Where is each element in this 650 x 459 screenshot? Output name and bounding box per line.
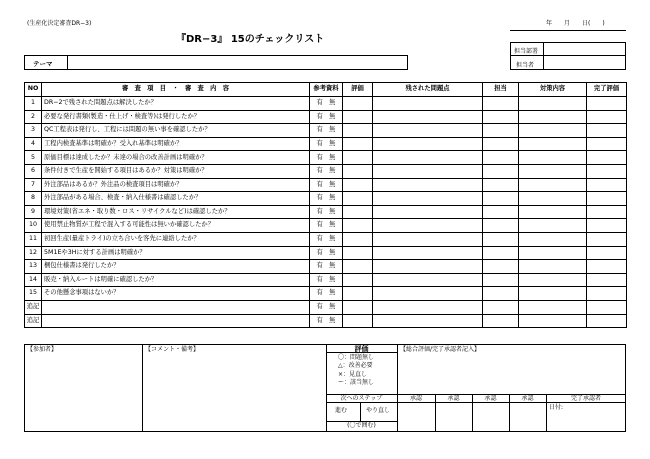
row-done[interactable] (587, 137, 627, 151)
divider (142, 344, 143, 432)
row-item: 使用禁止物質が工程で混入する可能性は無いか確認したか？ (42, 219, 310, 233)
row-eval[interactable] (343, 110, 373, 124)
row-no: 3 (25, 124, 42, 138)
row-issues[interactable] (373, 110, 483, 124)
row-owner[interactable] (483, 246, 519, 260)
row-owner[interactable] (483, 164, 519, 178)
bottom-section (24, 344, 626, 432)
legend-item: ×：見直し (338, 370, 368, 378)
row-no: 9 (25, 205, 42, 219)
row-no: 1 (25, 97, 42, 111)
row-ref[interactable]: 有 無 (310, 300, 343, 314)
row-eval[interactable] (343, 300, 373, 314)
row-no: 12 (25, 246, 42, 260)
form-code: (生産化決定審査DR−3) (27, 20, 92, 27)
approval-label: 承認 (409, 395, 422, 402)
page-title: 『DR−3』 15のチェックリスト (176, 34, 325, 45)
col-eval: 評価 (343, 83, 373, 97)
row-item: 初回生産(量産トライ)の立ち合いを客先に連絡したか？ (42, 232, 310, 246)
divider (326, 352, 397, 353)
row-action[interactable] (519, 124, 587, 138)
table-row (25, 260, 627, 274)
row-ref[interactable]: 有 無 (310, 137, 343, 151)
row-eval[interactable] (343, 192, 373, 206)
row-item: 外注部品はあるか？外注品の検査項目は明確か？ (42, 178, 310, 192)
row-eval[interactable] (343, 273, 373, 287)
row-ref[interactable]: 有 無 (310, 314, 343, 328)
row-done[interactable] (587, 178, 627, 192)
divider (360, 402, 361, 421)
row-item (42, 314, 310, 328)
row-owner[interactable] (483, 124, 519, 138)
row-owner[interactable] (483, 97, 519, 111)
row-action[interactable] (519, 260, 587, 274)
row-issues[interactable] (373, 124, 483, 138)
row-eval[interactable] (343, 219, 373, 233)
row-issues[interactable] (373, 151, 483, 165)
proceed-option[interactable]: 進む (335, 407, 348, 414)
row-ref[interactable]: 有 無 (310, 232, 343, 246)
table-row (25, 287, 627, 301)
row-item: DR−2で残された問題点は解決したか？ (42, 97, 310, 111)
row-action[interactable] (519, 287, 587, 301)
row-done[interactable] (587, 151, 627, 165)
row-issues[interactable] (373, 314, 483, 328)
row-item: 販売・納入ルートは明確に確認したか？ (42, 273, 310, 287)
approval-label: 承認 (521, 395, 534, 402)
redo-option[interactable]: やり直し (366, 407, 391, 414)
row-no: 7 (25, 178, 42, 192)
row-issues[interactable] (373, 178, 483, 192)
date-underline (510, 30, 626, 31)
col-done: 完了評価 (587, 83, 627, 97)
row-action[interactable] (519, 300, 587, 314)
dept-field[interactable] (543, 42, 626, 56)
row-done[interactable] (587, 287, 627, 301)
row-no: 15 (25, 287, 42, 301)
row-owner[interactable] (483, 273, 519, 287)
row-done[interactable] (587, 232, 627, 246)
row-action[interactable] (519, 178, 587, 192)
row-done[interactable] (587, 246, 627, 260)
row-action[interactable] (519, 151, 587, 165)
row-ref[interactable]: 有 無 (310, 246, 343, 260)
row-done[interactable] (587, 110, 627, 124)
row-no: 2 (25, 110, 42, 124)
row-owner[interactable] (483, 137, 519, 151)
participants-label: 【参加者】 (27, 346, 58, 353)
row-ref[interactable]: 有 無 (310, 124, 343, 138)
row-action[interactable] (519, 273, 587, 287)
row-issues[interactable] (373, 192, 483, 206)
row-issues[interactable] (373, 273, 483, 287)
row-ref[interactable]: 有 無 (310, 97, 343, 111)
comment-label: 【コメント・備考】 (145, 346, 200, 353)
row-action[interactable] (519, 110, 587, 124)
row-eval[interactable] (343, 287, 373, 301)
table-row (25, 151, 627, 165)
row-no: 8 (25, 192, 42, 206)
row-issues[interactable] (373, 205, 483, 219)
row-done[interactable] (587, 97, 627, 111)
row-eval[interactable] (343, 205, 373, 219)
row-eval[interactable] (343, 164, 373, 178)
row-no: 5 (25, 151, 42, 165)
dept-label: 担当部署 (510, 42, 544, 56)
person-label: 担当者 (510, 55, 544, 70)
legend-item: 〇：問題無し (338, 354, 375, 361)
date-field-label: 日付: (549, 404, 564, 411)
col-issues: 残された問題点 (373, 83, 483, 97)
row-eval[interactable] (343, 246, 373, 260)
legend-item: ー：該当無し (338, 378, 375, 386)
row-item: 外注部品がある場合、検査・納入仕様書は確認したか？ (42, 192, 310, 206)
eval-legend (338, 354, 374, 387)
circle-note: (〇で囲む) (347, 422, 376, 429)
row-owner[interactable] (483, 219, 519, 233)
row-done[interactable] (587, 219, 627, 233)
date-label: 年 月 日( ) (546, 20, 605, 27)
row-done[interactable] (587, 273, 627, 287)
row-action[interactable] (519, 219, 587, 233)
row-ref[interactable]: 有 無 (310, 205, 343, 219)
row-action[interactable] (519, 164, 587, 178)
table-row (25, 219, 627, 233)
row-eval[interactable] (343, 137, 373, 151)
row-no: 11 (25, 232, 42, 246)
row-no: 14 (25, 273, 42, 287)
row-eval[interactable] (343, 97, 373, 111)
row-no: 4 (25, 137, 42, 151)
row-ref[interactable]: 有 無 (310, 164, 343, 178)
table-row (25, 164, 627, 178)
row-owner[interactable] (483, 205, 519, 219)
row-ref[interactable]: 有 無 (310, 273, 343, 287)
row-owner[interactable] (483, 260, 519, 274)
row-issues[interactable] (373, 164, 483, 178)
row-action[interactable] (519, 137, 587, 151)
row-item: 条件付きで生産を開始する項目はあるか？対策は明確か？ (42, 164, 310, 178)
row-eval[interactable] (343, 314, 373, 328)
row-eval[interactable] (343, 151, 373, 165)
divider (326, 402, 626, 403)
row-item: 必要な発行書類(製造・仕上げ・検査等)は発行したか？ (42, 110, 310, 124)
row-ref[interactable]: 有 無 (310, 192, 343, 206)
row-owner[interactable] (483, 287, 519, 301)
row-done[interactable] (587, 124, 627, 138)
row-done[interactable] (587, 205, 627, 219)
row-issues[interactable] (373, 97, 483, 111)
row-item: その他懸念事項はないか？ (42, 287, 310, 301)
row-done[interactable] (587, 314, 627, 328)
approval-label: 承認 (484, 395, 497, 402)
row-issues[interactable] (373, 219, 483, 233)
table-row (25, 273, 627, 287)
row-issues[interactable] (373, 287, 483, 301)
row-ref[interactable]: 有 無 (310, 219, 343, 233)
row-action[interactable] (519, 232, 587, 246)
table-row (25, 314, 627, 328)
row-eval[interactable] (343, 232, 373, 246)
row-owner[interactable] (483, 192, 519, 206)
row-item: 原価目標は達成したか？未達の場合の改善計画は明確か？ (42, 151, 310, 165)
col-ref: 参考資料 (310, 83, 343, 97)
col-no: NO (25, 83, 42, 97)
divider (326, 344, 327, 432)
row-item: 工程内検査基準は明確か？受入れ基準は明確か？ (42, 137, 310, 151)
row-owner[interactable] (483, 178, 519, 192)
table-row (25, 178, 627, 192)
row-issues[interactable] (373, 246, 483, 260)
checklist-table (24, 82, 627, 328)
row-ref[interactable]: 有 無 (310, 110, 343, 124)
row-owner[interactable] (483, 151, 519, 165)
col-owner: 担当 (483, 83, 519, 97)
row-issues[interactable] (373, 137, 483, 151)
table-row (25, 124, 627, 138)
table-row (25, 300, 627, 314)
person-field[interactable] (543, 55, 626, 70)
row-eval[interactable] (343, 260, 373, 274)
theme-input[interactable] (70, 57, 405, 68)
table-row (25, 110, 627, 124)
row-action[interactable] (519, 246, 587, 260)
row-issues[interactable] (373, 260, 483, 274)
row-owner[interactable] (483, 314, 519, 328)
row-no: 追記 (25, 314, 42, 328)
row-no: 追記 (25, 300, 42, 314)
table-row (25, 97, 627, 111)
table-row (25, 205, 627, 219)
row-issues[interactable] (373, 300, 483, 314)
row-owner[interactable] (483, 110, 519, 124)
divider (397, 344, 398, 394)
row-action[interactable] (519, 192, 587, 206)
row-eval[interactable] (343, 124, 373, 138)
row-no: 6 (25, 164, 42, 178)
row-action[interactable] (519, 205, 587, 219)
row-done[interactable] (587, 192, 627, 206)
legend-item: △：改善必要 (338, 362, 373, 370)
row-done[interactable] (587, 300, 627, 314)
table-header-row (25, 83, 627, 97)
table-row (25, 232, 627, 246)
table-row (25, 246, 627, 260)
theme-label: テーマ (24, 55, 68, 70)
row-item (42, 300, 310, 314)
row-item: QC工程表は発行し、工程には問題の無い事を確認したか？ (42, 124, 310, 138)
row-eval[interactable] (343, 178, 373, 192)
row-ref[interactable]: 有 無 (310, 260, 343, 274)
eval-title: 評価 (354, 345, 369, 353)
row-ref[interactable]: 有 無 (310, 178, 343, 192)
col-action: 対策内容 (519, 83, 587, 97)
overall-label: 【総合評価/完了承認者記入】 (400, 346, 481, 353)
row-item: 5M1Eや3Hに対する計画は明確か？ (42, 246, 310, 260)
approval-label: 承認 (447, 395, 460, 402)
row-done[interactable] (587, 260, 627, 274)
row-no: 10 (25, 219, 42, 233)
row-owner[interactable] (483, 300, 519, 314)
row-item: 環境対策(省エネ・取り数・ロス・リサイクルなど)は確認したか？ (42, 205, 310, 219)
row-ref[interactable]: 有 無 (310, 151, 343, 165)
completion-approver-label: 完了承認者 (570, 395, 601, 402)
row-owner[interactable] (483, 232, 519, 246)
row-ref[interactable]: 有 無 (310, 287, 343, 301)
next-step-label: 次へのステップ (340, 395, 383, 402)
table-row (25, 192, 627, 206)
row-action[interactable] (519, 314, 587, 328)
row-action[interactable] (519, 97, 587, 111)
col-item: 審 査 項 目 ・ 審 査 内 容 (42, 83, 310, 97)
row-item: 梱包仕様書は発行したか？ (42, 260, 310, 274)
row-done[interactable] (587, 164, 627, 178)
row-issues[interactable] (373, 232, 483, 246)
table-row (25, 137, 627, 151)
row-no: 13 (25, 260, 42, 274)
